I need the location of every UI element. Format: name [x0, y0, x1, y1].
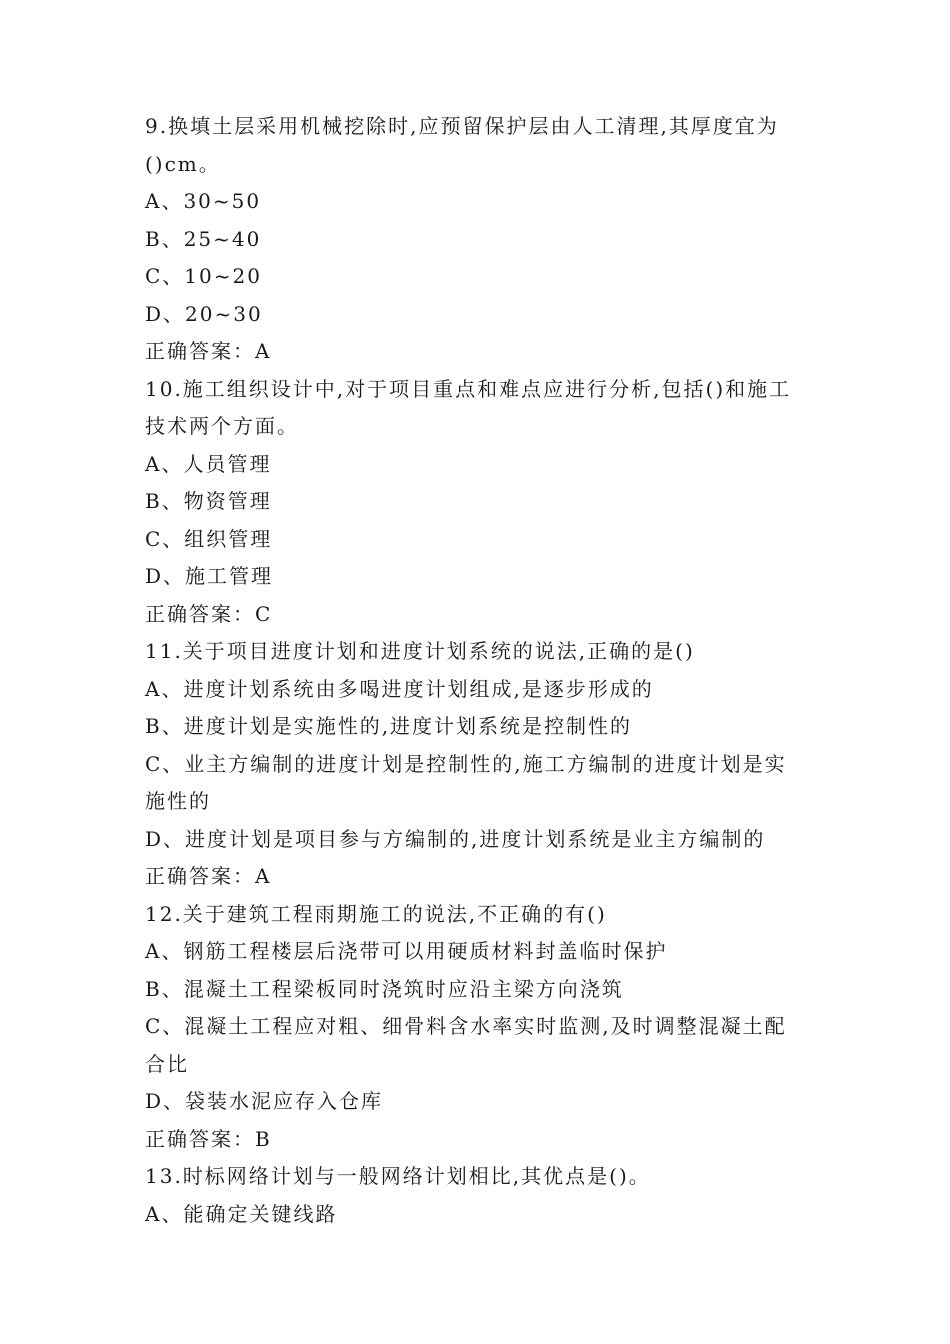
question-stem: 9.换填土层采用机械挖除时,应预留保护层由人工清理,其厚度宜为	[145, 114, 779, 138]
option-b: B、混凝土工程梁板同时浇筑时应沿主梁方向浇筑	[145, 976, 624, 1001]
correct-answer: 正确答案：A	[145, 864, 272, 888]
option-c: C、业主方编制的进度计划是控制性的,施工方编制的进度计划是实	[145, 751, 787, 776]
option-d: D、袋装水泥应存入仓库	[145, 1089, 384, 1113]
option-b: B、进度计划是实施性的,进度计划系统是控制性的	[145, 714, 633, 738]
correct-answer: 正确答案：C	[145, 601, 273, 626]
correct-answer: 正确答案：B	[145, 1126, 272, 1151]
question-stem: 12.关于建筑工程雨期施工的说法,不正确的有()	[145, 901, 607, 926]
option-a: A、能确定关键线路	[145, 1201, 338, 1226]
question-list	[145, 108, 815, 1233]
question-stem: 13.时标网络计划与一般网络计划相比,其优点是()。	[145, 1164, 651, 1188]
option-d: D、进度计划是项目参与方编制的,进度计划系统是业主方编制的	[145, 826, 766, 851]
option-a: A、钢筋工程楼层后浇带可以用硬质材料封盖临时保护	[145, 939, 668, 963]
correct-answer: 正确答案：A	[145, 339, 272, 363]
option-c-continued: 合比	[145, 1051, 189, 1076]
option-d: D、施工管理	[145, 564, 274, 588]
option-a: A、30~50	[145, 189, 262, 213]
option-a: A、进度计划系统由多喝进度计划组成,是逐步形成的	[145, 676, 654, 701]
question-stem: 11.关于项目进度计划和进度计划系统的说法,正确的是()	[145, 639, 695, 663]
option-c-continued: 施性的	[145, 789, 211, 813]
option-c: C、混凝土工程应对粗、细骨料含水率实时监测,及时调整混凝土配	[145, 1014, 787, 1038]
option-d: D、20~30	[145, 301, 263, 326]
option-c: C、组织管理	[145, 526, 273, 551]
question-stem: 10.施工组织设计中,对于项目重点和难点应进行分析,包括()和施工	[145, 376, 792, 401]
question-stem: ()cm。	[145, 151, 221, 176]
question-stem: 技术两个方面。	[145, 414, 299, 438]
option-a: A、人员管理	[145, 451, 272, 476]
option-c: C、10~20	[145, 264, 262, 288]
option-b: B、25~40	[145, 226, 262, 251]
option-b: B、物资管理	[145, 489, 272, 513]
